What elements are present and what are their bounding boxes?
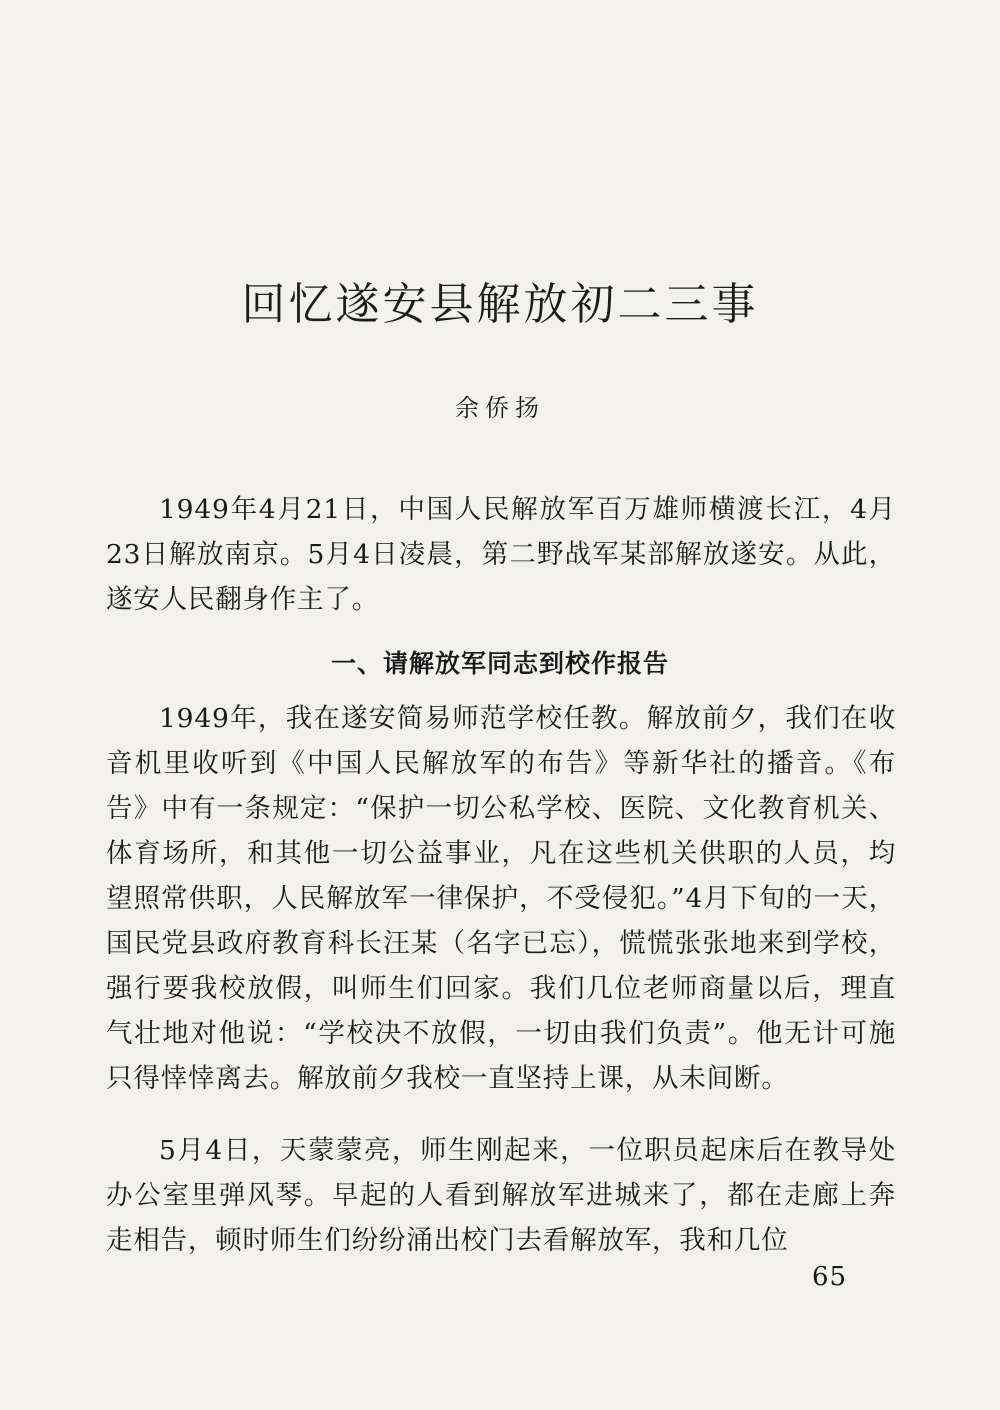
article-title: 回忆遂安县解放初二三事 bbox=[241, 279, 759, 330]
page-number: 65 bbox=[812, 1262, 848, 1292]
intro-paragraph: 1949年4月21日，中国人民解放军百万雄师横渡长江，4月23日解放南京。5月4日凌晨，第二野战军某部解放遂安。从此，遂安人民翻身作主了。 bbox=[106, 494, 896, 615]
body-paragraph: 5月4日，天蒙蒙亮，师生刚起来，一位职员起床后在教导处办公室里弹风琴。早起的人看到解放军进城来了，都在走廊上奔走相告，顿时师生们纷纷涌出校门去看解放军，我和几位 bbox=[106, 1135, 896, 1256]
body-paragraph: 1949年，我在遂安简易师范学校任教。解放前夕，我们在收音机里收听到《中国人民解放军的布告》等新华社的播音。《布告》中有一条规定：“保护一切公私学校、医院、文化教育机关、体育场所，和其他一切公益事业，凡在这些机关供职的人员，均望照常供职，人民解放军一律保护，不受侵犯。”4月下旬的一天，国民党县政府教育科长汪某（名字已忘），慌慌张张地来到学校，强行要我校放假，叫师生们回家。我们几位老师商量以后，理直气壮地对他说：“学校决不放假，一切由我们负责”。他无计可施只得悻悻离去。解放前夕我校一直坚持上课，从未间断。 bbox=[106, 703, 896, 1094]
author-name: 余侨扬 bbox=[455, 394, 545, 422]
section-heading: 一、请解放军同志到校作报告 bbox=[330, 649, 669, 678]
